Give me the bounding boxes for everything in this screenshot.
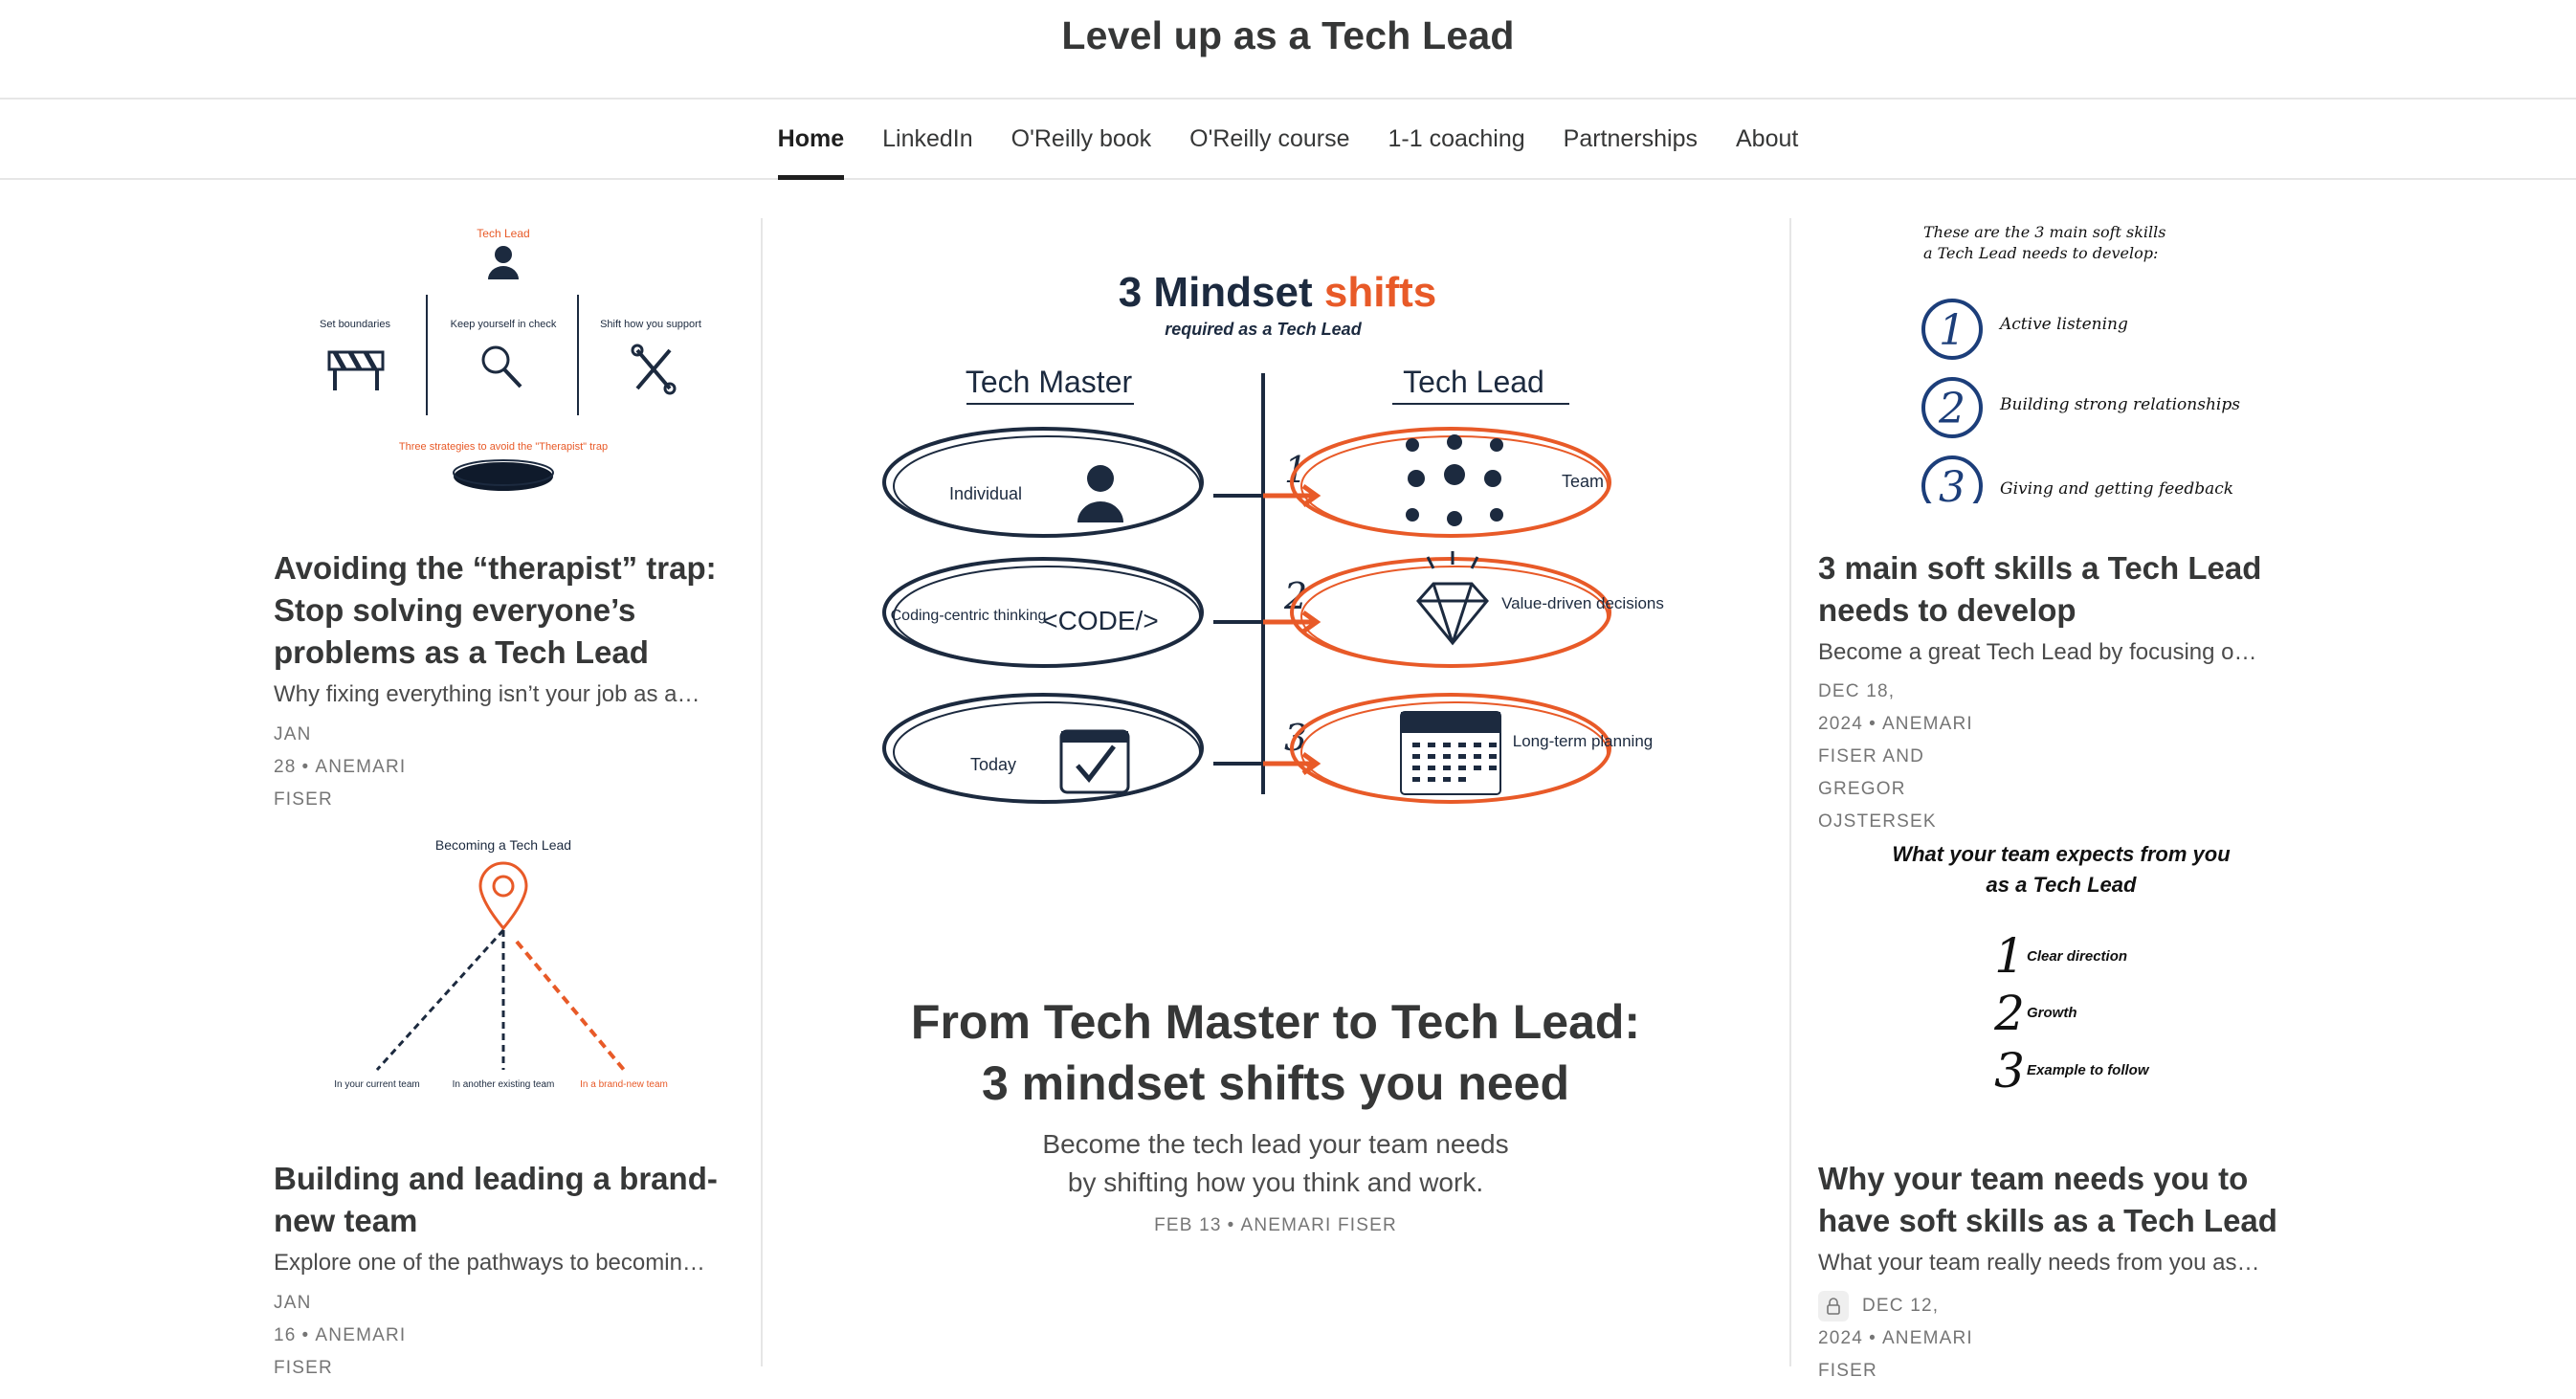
calendar-icon xyxy=(1401,712,1500,794)
post-meta: DEC 18, 2024 • ANEMARI FISER AND GREGOR OJSTERSEK xyxy=(1818,681,1973,832)
nav-about[interactable]: About xyxy=(1736,125,1799,152)
team-expects-diagram xyxy=(1818,829,2277,1116)
post-subtitle: What your team really needs from you as… xyxy=(1818,1250,2260,1276)
post-subtitle: Become a great Tech Lead by focusing o… xyxy=(1818,639,2257,665)
svg-text:Team: Team xyxy=(1561,472,1605,491)
svg-text:Growth: Growth xyxy=(2027,1005,2077,1021)
svg-text:3: 3 xyxy=(1284,717,1308,759)
svg-text:<CODE/>: <CODE/> xyxy=(1042,606,1159,635)
nav-coaching[interactable]: 1-1 coaching xyxy=(1388,125,1525,152)
svg-text:1: 1 xyxy=(1284,449,1308,491)
featured-title-line2[interactable]: 3 mindset shifts you need xyxy=(981,1056,1569,1110)
post-date: DEC 18, 2024 xyxy=(1818,681,1896,734)
paywall-lock-icon xyxy=(1818,1291,1849,1321)
post-author[interactable]: ANEMARI FISER xyxy=(1818,1328,1973,1381)
featured-post-title[interactable] xyxy=(764,991,1788,1114)
svg-text:In a brand-new team: In a brand-new team xyxy=(580,1079,668,1090)
svg-text:Tech Master: Tech Master xyxy=(965,365,1133,399)
tools-icon xyxy=(633,345,675,393)
svg-text:Active listening: Active listening xyxy=(2000,315,2128,334)
post-thumbnail-team-expects[interactable] xyxy=(1818,829,2277,1116)
therapist-diagram xyxy=(274,216,733,503)
post-author-2[interactable]: GREGOR OJSTERSEK xyxy=(1818,779,1937,832)
nav-oreilly-book[interactable]: O'Reilly book xyxy=(1010,125,1152,152)
post-author[interactable]: ANEMARI FISER xyxy=(1240,1215,1397,1235)
post-author[interactable]: ANEMARI FISER xyxy=(274,757,407,810)
post-author[interactable]: ANEMARI FISER xyxy=(274,1325,407,1378)
svg-text:Becoming a Tech Lead: Becoming a Tech Lead xyxy=(434,837,572,853)
featured-title-line1[interactable]: From Tech Master to Tech Lead: xyxy=(910,995,1641,1049)
column-divider-right xyxy=(1789,218,1791,1366)
nav-oreilly-course[interactable]: O'Reilly course xyxy=(1189,125,1350,152)
svg-text:Tech Lead: Tech Lead xyxy=(477,227,530,240)
featured-subtitle-line1: Become the tech lead your team needs xyxy=(1042,1129,1509,1159)
post-thumbnail-therapist[interactable] xyxy=(274,216,733,503)
svg-text:In another existing team: In another existing team xyxy=(452,1079,555,1090)
map-pin-icon xyxy=(480,863,526,928)
svg-text:These are the 3 main soft skil: These are the 3 main soft skills xyxy=(1923,223,2166,241)
svg-text:Individual: Individual xyxy=(948,484,1023,503)
post-title[interactable]: Why your team needs you to have soft skills as a Tech Lead xyxy=(1818,1161,2277,1238)
svg-text:1: 1 xyxy=(1939,306,1965,355)
post-date: JAN 16 xyxy=(274,1293,312,1345)
nav-home[interactable]: Home xyxy=(759,100,863,178)
magnifier-icon xyxy=(483,347,521,387)
post-subtitle: Why fixing everything isn’t your job as a… xyxy=(274,681,700,707)
new-team-diagram xyxy=(274,829,733,1116)
post-thumbnail-soft-skills[interactable] xyxy=(1818,216,2277,503)
post-date: FEB 13 xyxy=(1154,1215,1222,1235)
featured-post-subtitle xyxy=(764,1125,1788,1202)
site-header xyxy=(0,0,2576,100)
main-nav xyxy=(0,100,2576,180)
person-icon xyxy=(495,246,512,263)
svg-text:2: 2 xyxy=(1994,986,2025,1041)
trap-hole xyxy=(454,462,553,491)
soft-skills-diagram xyxy=(1818,216,2277,503)
svg-text:2: 2 xyxy=(1939,385,1965,433)
post-subtitle: Explore one of the pathways to becomin… xyxy=(274,1250,705,1276)
svg-text:as a Tech Lead: as a Tech Lead xyxy=(1986,873,2137,897)
post-title[interactable]: Building and leading a brand-new team xyxy=(274,1161,718,1238)
svg-text:3: 3 xyxy=(1939,463,1965,503)
post-author[interactable]: ANEMARI FISER AND xyxy=(1818,714,1973,766)
svg-text:Keep yourself in check: Keep yourself in check xyxy=(450,319,557,330)
svg-text:Tech Lead: Tech Lead xyxy=(1403,365,1544,399)
nav-linkedin[interactable]: LinkedIn xyxy=(882,125,973,152)
svg-text:3 Mindset shifts: 3 Mindset shifts xyxy=(1118,269,1437,316)
barrier-icon xyxy=(329,352,383,390)
svg-text:2: 2 xyxy=(1284,575,1308,617)
svg-text:Giving and getting feedback: Giving and getting feedback xyxy=(2000,479,2234,499)
svg-text:Example to follow: Example to follow xyxy=(2027,1062,2149,1078)
post-title[interactable]: Avoiding the “therapist” trap: Stop solving everyone’s problems as a Tech Lead xyxy=(274,550,717,670)
svg-text:Building strong relationships: Building strong relationships xyxy=(2000,395,2240,414)
svg-text:Clear direction: Clear direction xyxy=(2027,948,2128,965)
svg-text:Value-driven decisions: Value-driven decisions xyxy=(1501,594,1664,612)
svg-text:Coding-centric thinking: Coding-centric thinking xyxy=(890,608,1047,624)
diamond-icon xyxy=(1418,551,1487,643)
post-date: DEC 12, 2024 xyxy=(1818,1296,1940,1348)
column-divider-left xyxy=(761,218,763,1366)
svg-text:3: 3 xyxy=(1994,1043,2025,1099)
featured-subtitle-line2: by shifting how you think and work. xyxy=(1067,1167,1484,1197)
post-title[interactable]: 3 main soft skills a Tech Lead needs to develop xyxy=(1818,550,2262,628)
svg-text:required as a Tech Lead: required as a Tech Lead xyxy=(1165,320,1362,339)
post-meta: JAN 16 • ANEMARI FISER xyxy=(274,1293,407,1378)
svg-text:Shift how you support: Shift how you support xyxy=(600,319,701,330)
svg-text:a Tech Lead needs to develop:: a Tech Lead needs to develop: xyxy=(1923,244,2159,262)
mindset-shifts-diagram xyxy=(842,239,1713,823)
svg-text:Set boundaries: Set boundaries xyxy=(320,319,390,330)
team-icon xyxy=(1406,434,1503,526)
nav-partnerships[interactable]: Partnerships xyxy=(1563,125,1698,152)
featured-thumbnail[interactable] xyxy=(842,239,1713,823)
site-title[interactable]: Level up as a Tech Lead xyxy=(1061,13,1515,57)
featured-post-meta: FEB 13 • ANEMARI FISER xyxy=(1154,1215,1397,1235)
svg-text:What your team expects from yo: What your team expects from you xyxy=(1892,842,2231,866)
calendar-check-icon xyxy=(1061,731,1128,792)
post-meta: DEC 12, 2024 • ANEMARI FISER xyxy=(1818,1290,1973,1388)
post-meta: JAN 28 • ANEMARI FISER xyxy=(274,724,407,810)
svg-text:In your current team: In your current team xyxy=(334,1079,420,1090)
svg-text:Today: Today xyxy=(969,755,1017,774)
svg-text:Three strategies to avoid the: Three strategies to avoid the "Therapist" trap xyxy=(398,441,609,453)
svg-text:Long-term planning: Long-term planning xyxy=(1512,732,1654,750)
post-date: JAN 28 xyxy=(274,724,312,777)
post-thumbnail-new-team[interactable] xyxy=(274,829,733,1116)
svg-text:1: 1 xyxy=(1994,928,2025,984)
